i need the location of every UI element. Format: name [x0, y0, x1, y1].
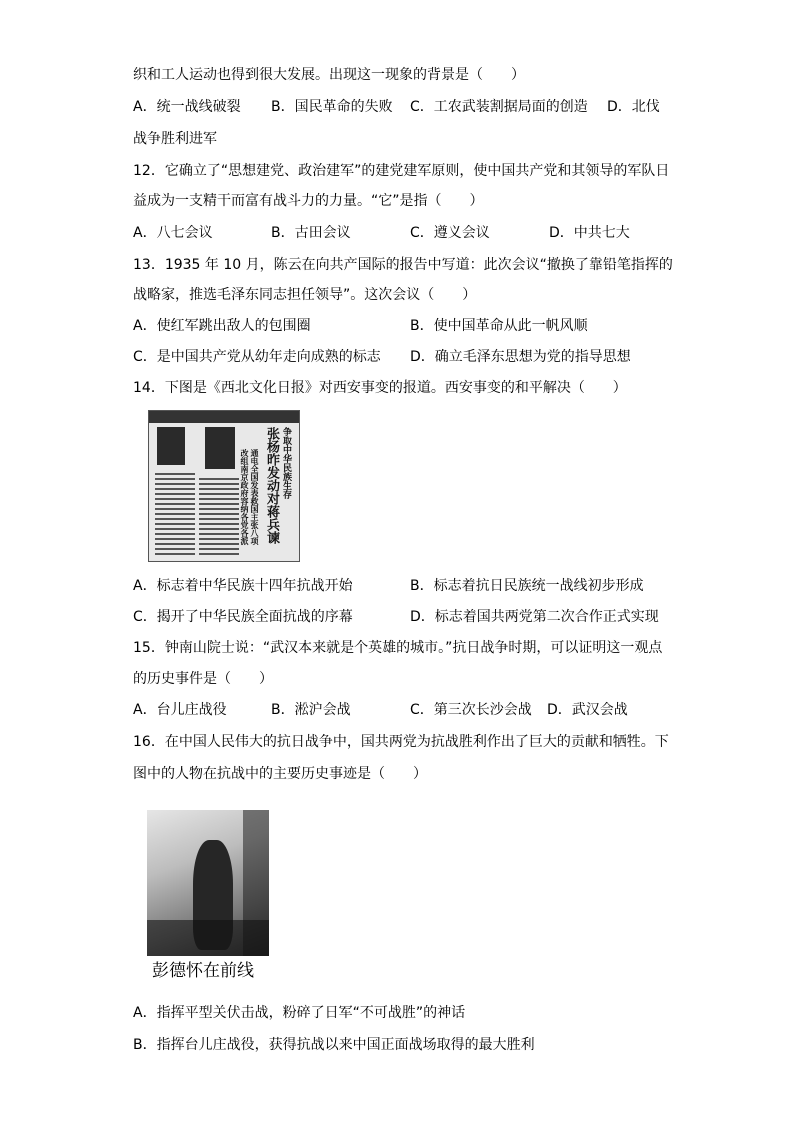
- q13-stem-line1: 13．1935 年 10 月，陈云在向共产国际的报告中写道：此次会议“撤换了靠铅笔指挥的: [133, 257, 673, 273]
- newspaper-headline-3: 通电全国发表救国主张八项: [250, 449, 260, 545]
- newspaper-headline-1: 争取中华民族生存: [281, 427, 291, 499]
- q16-option-b: B．指挥台儿庄战役，获得抗战以来中国正面战场取得的最大胜利: [133, 1037, 535, 1053]
- q11-option-d: D．北伐: [607, 99, 660, 115]
- newspaper-photo-right: [205, 427, 235, 469]
- q12-option-b: B．古田会议: [271, 225, 351, 241]
- q16-stem-line2: 图中的人物在抗战中的主要历史事迹是（ ）: [133, 766, 427, 782]
- q15-stem-line1: 15．钟南山院士说：“武汉本来就是个英雄的城市。”抗日战争时期，可以证明这一观点: [133, 640, 663, 656]
- q11-option-a: A．统一战线破裂: [133, 99, 241, 115]
- newspaper-headline-4: 改组南京政府容纳各党各派: [240, 449, 250, 545]
- q11-option-b: B．国民革命的失败: [271, 99, 393, 115]
- peng-dehuai-photo: [147, 810, 269, 956]
- q12-option-c: C．遵义会议: [410, 225, 490, 241]
- q15-option-d: D．武汉会战: [547, 702, 628, 718]
- newspaper-image: [148, 410, 300, 562]
- q11-option-d-continuation: 战争胜利进军: [133, 131, 217, 147]
- photo-caption: 彭德怀在前线: [152, 961, 254, 981]
- newspaper-photo-left: [157, 427, 185, 465]
- newspaper-text-block-middle: [199, 475, 239, 555]
- q13-option-d: D．确立毛泽东思想为党的指导思想: [410, 349, 631, 365]
- q13-option-a: A．使红军跳出敌人的包围圈: [133, 318, 311, 334]
- q11-stem-continuation: 织和工人运动也得到很大发展。出现这一现象的背景是（ ）: [133, 67, 525, 83]
- q13-option-c: C．是中国共产党从幼年走向成熟的标志: [133, 349, 381, 365]
- q12-option-a: A．八七会议: [133, 225, 213, 241]
- q15-option-a: A．台儿庄战役: [133, 702, 227, 718]
- photo-trench-wall: [243, 810, 269, 956]
- q15-stem-line2: 的历史事件是（ ）: [133, 671, 273, 687]
- q12-stem-line1: 12．它确立了“思想建党、政治建军”的建党建军原则，使中国共产党和其领导的军队日: [133, 163, 670, 179]
- newspaper-masthead: [149, 411, 299, 423]
- q14-stem: 14．下图是《西北文化日报》对西安事变的报道。西安事变的和平解决（ ）: [133, 380, 627, 396]
- q14-option-b: B．标志着抗日民族统一战线初步形成: [410, 578, 644, 594]
- q12-stem-line2: 益成为一支精干而富有战斗力的力量。“它”是指（ ）: [133, 193, 484, 209]
- q13-stem-line2: 战略家，推选毛泽东同志担任领导”。这次会议（ ）: [133, 287, 477, 303]
- q15-option-b: B．淞沪会战: [271, 702, 351, 718]
- q11-option-c: C．工农武装割据局面的创造: [410, 99, 588, 115]
- q13-option-b: B．使中国革命从此一帆风顺: [410, 318, 588, 334]
- q16-stem-line1: 16．在中国人民伟大的抗日战争中，国共两党为抗战胜利作出了巨大的贡献和牺牲。下: [133, 734, 669, 750]
- newspaper-text-block-left: [155, 473, 195, 555]
- q14-option-a: A．标志着中华民族十四年抗战开始: [133, 578, 353, 594]
- q14-option-d: D．标志着国共两党第二次合作正式实现: [410, 609, 659, 625]
- q15-option-c: C．第三次长沙会战: [410, 702, 532, 718]
- newspaper-headline-2: 张杨昨发动对蒋兵谏: [264, 427, 279, 544]
- q14-option-c: C．揭开了中华民族全面抗战的序幕: [133, 609, 353, 625]
- q12-option-d: D．中共七大: [549, 225, 630, 241]
- q16-option-a: A．指挥平型关伏击战，粉碎了日军“不可战胜”的神话: [133, 1005, 466, 1021]
